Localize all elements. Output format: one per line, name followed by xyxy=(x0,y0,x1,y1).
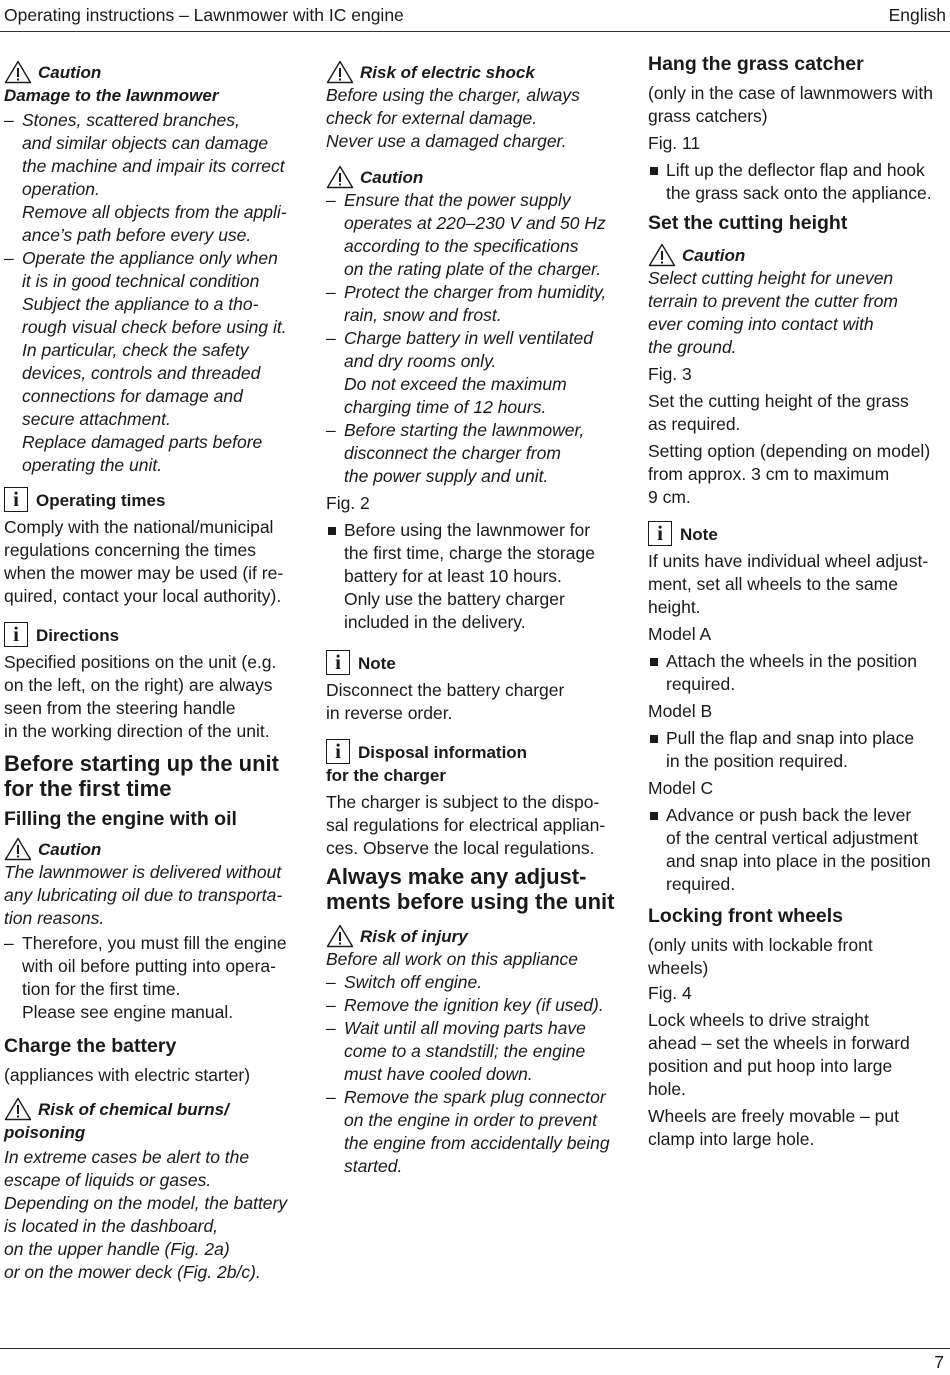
info-icon: i xyxy=(4,622,28,647)
text-line: Remove all objects from the appli- xyxy=(22,202,287,222)
text-line: or on the mower deck (Fig. 2b/c). xyxy=(4,1262,261,1282)
risk-heading-shock xyxy=(326,60,626,84)
text-line: clamp into large hole. xyxy=(648,1129,815,1149)
warning-triangle-icon xyxy=(4,1097,32,1121)
risk-label: Risk of chemical burns/ xyxy=(38,1100,229,1119)
chemical-risk-text xyxy=(4,1146,304,1284)
info-label: Operating times xyxy=(36,491,166,510)
text-line: Before all work on this appliance xyxy=(326,949,578,969)
text-line: required. xyxy=(666,674,736,694)
line: Operate the appliance only when xyxy=(22,248,278,268)
text-line: and dry rooms only. xyxy=(344,351,497,371)
text-line: ment, set all wheels to the same xyxy=(648,574,898,594)
caution-heading xyxy=(4,837,304,861)
section-heading-height: Set the cutting height xyxy=(648,212,848,234)
text-line: devices, controls and threaded xyxy=(22,363,261,383)
height-text xyxy=(648,390,948,436)
text-line: – Charge battery in well ventilated xyxy=(326,327,626,350)
note-text xyxy=(326,679,626,725)
disposal-label-cont: for the charger xyxy=(326,766,446,785)
footer-rule xyxy=(0,1348,950,1349)
language-label: English xyxy=(888,5,946,25)
disposal-text xyxy=(326,791,626,860)
text-line: Please see engine manual. xyxy=(22,1002,234,1022)
section-heading-locking: Locking front wheels xyxy=(648,905,844,927)
text-line: Attach the wheels in the position xyxy=(666,651,917,671)
lock-text xyxy=(648,1009,948,1101)
info-label: Directions xyxy=(36,626,120,645)
text-line: Specified positions on the unit (e.g. xyxy=(4,652,277,672)
risk-label: Risk of injury xyxy=(360,927,468,946)
column-2 xyxy=(326,56,626,1178)
model-label: Model A xyxy=(648,624,712,644)
text-line: and snap into place in the position xyxy=(666,851,931,871)
text-line: the machine and impair its correct xyxy=(22,156,285,176)
info-heading-disposal xyxy=(326,739,626,764)
warning-triangle-icon xyxy=(4,837,32,861)
heading-line: ments before using the unit xyxy=(326,889,615,914)
info-heading-times xyxy=(4,487,304,512)
text-line: according to the specifications xyxy=(344,236,579,256)
text-line: (only units with lockable front xyxy=(648,935,873,955)
text-line: Replace damaged parts before xyxy=(22,432,263,452)
text-line xyxy=(4,247,304,270)
info-heading-note xyxy=(326,650,626,675)
line: Stones, scattered branches, xyxy=(22,110,240,130)
text-line: – Therefore, you must fill the engine xyxy=(4,932,304,955)
text-line: required. xyxy=(666,874,736,894)
warning-triangle-icon xyxy=(326,165,354,189)
text-line: disconnect the charger from xyxy=(344,443,561,463)
text-line: Before using the lawnmower for xyxy=(344,520,591,540)
text-line: Subject the appliance to a tho- xyxy=(22,294,259,314)
text-line: the first time, charge the storage xyxy=(344,543,595,563)
bullet-item xyxy=(648,650,948,696)
text-line: rain, snow and frost. xyxy=(344,305,502,325)
bullet-item xyxy=(648,727,948,773)
page-number: 7 xyxy=(934,1352,944,1372)
caution-label: Caution xyxy=(38,63,102,82)
text-line: on the left, on the right) are always xyxy=(4,675,273,695)
text-line: Never use a damaged charger. xyxy=(326,131,567,151)
text-line: secure attachment. xyxy=(22,409,171,429)
text-line: in reverse order. xyxy=(326,703,453,723)
caution-item-stones-body xyxy=(4,132,304,477)
warning-triangle-icon xyxy=(326,924,354,948)
text-line: charging time of 12 hours. xyxy=(344,397,547,417)
document-title: Operating instructions – Lawnmower with IC engine xyxy=(4,5,404,25)
charge-note: (appliances with electric starter) xyxy=(4,1065,251,1085)
heading-line: for the first time xyxy=(4,776,172,801)
note-label: Note xyxy=(680,525,718,544)
text-line: Wheels are freely movable – put xyxy=(648,1106,899,1126)
text-line: – Ensure that the power supply xyxy=(326,189,626,212)
text-line: and similar objects can damage xyxy=(22,133,269,153)
section-heading-hang: Hang the grass catcher xyxy=(648,53,864,75)
risk-label-cont: poisoning xyxy=(4,1123,86,1142)
text-line: Do not exceed the maximum xyxy=(344,374,567,394)
text-line: check for external damage. xyxy=(326,108,538,128)
text-line: Set the cutting height of the grass xyxy=(648,391,909,411)
hang-note xyxy=(648,82,948,128)
text-line xyxy=(4,109,304,132)
text-line: rough visual check before using it. xyxy=(22,317,287,337)
info-icon: i xyxy=(4,487,28,512)
text-line: battery for at least 10 hours. xyxy=(344,566,562,586)
note-text xyxy=(648,550,948,619)
heading-line: Always make any adjust- xyxy=(326,864,587,889)
text-line: operation. xyxy=(22,179,100,199)
text-line: hole. xyxy=(648,1079,686,1099)
text-line: – Before starting the lawnmower, xyxy=(326,419,626,442)
free-text xyxy=(648,1105,948,1151)
text-line: seen from the steering handle xyxy=(4,698,236,718)
text-line: Lock wheels to drive straight xyxy=(648,1010,869,1030)
figure-ref: Fig. 2 xyxy=(326,493,370,513)
caution-item-stones xyxy=(4,109,304,132)
model-label: Model B xyxy=(648,701,713,721)
text-line: Depending on the model, the battery xyxy=(4,1193,288,1213)
text-line: Lift up the deflector flap and hook xyxy=(666,160,925,180)
text-line: the ground. xyxy=(648,337,737,357)
text-line: included in the delivery. xyxy=(344,612,526,632)
text-line: – Remove the ignition key (if used). xyxy=(326,994,626,1017)
text-line: – Wait until all moving parts have xyxy=(326,1017,626,1040)
caution-label: Caution xyxy=(360,168,424,187)
text-line: on the rating plate of the charger. xyxy=(344,259,602,279)
text-line: the power supply and unit. xyxy=(344,466,549,486)
caution-oil-text xyxy=(4,861,304,930)
text-line: when the mower may be used (if re- xyxy=(4,563,284,583)
text-line: on the engine in order to prevent xyxy=(344,1110,597,1130)
text-line: Pull the flap and snap into place xyxy=(666,728,915,748)
section-heading-adjustments xyxy=(326,864,626,914)
text-line: Select cutting height for uneven xyxy=(648,268,894,288)
directions-text xyxy=(4,651,304,743)
text-line: ces. Observe the local regulations. xyxy=(326,838,595,858)
text-line: wheels) xyxy=(648,958,709,978)
text-line: come to a standstill; the engine xyxy=(344,1041,586,1061)
text-line: – Protect the charger from humidity, xyxy=(326,281,626,304)
operating-times-text xyxy=(4,516,304,608)
risk-heading-injury xyxy=(326,924,626,948)
bullet-item xyxy=(648,159,948,205)
text-line: – Remove the spark plug connector xyxy=(326,1086,626,1109)
text-line: operates at 220–230 V and 50 Hz xyxy=(344,213,606,233)
bullet-item xyxy=(326,519,626,634)
text-line: ance’s path before every use. xyxy=(22,225,252,245)
caution-subtitle: Damage to the lawnmower xyxy=(4,86,219,105)
text-line: In extreme cases be alert to the xyxy=(4,1147,250,1167)
text-line: – Switch off engine. xyxy=(326,971,626,994)
caution-heading xyxy=(648,243,948,267)
text-line: escape of liquids or gases. xyxy=(4,1170,212,1190)
info-icon: i xyxy=(648,521,672,546)
text-line: terrain to prevent the cutter from xyxy=(648,291,898,311)
text-line: the engine from accidentally being xyxy=(344,1133,610,1153)
caution-heading xyxy=(4,60,304,84)
text-line: with oil before putting into opera- xyxy=(22,956,276,976)
caution-label: Caution xyxy=(682,246,746,265)
text-line: Before using the charger, always xyxy=(326,85,580,105)
column-1 xyxy=(4,56,304,1284)
caution-label: Caution xyxy=(38,840,102,859)
shock-text xyxy=(326,84,626,153)
model-label: Model C xyxy=(648,778,714,798)
text-line: in the working direction of the unit. xyxy=(4,721,270,741)
text-line: The charger is subject to the dispo- xyxy=(326,792,600,812)
oil-instructions xyxy=(4,932,304,1024)
text-line: it is in good technical condition xyxy=(22,271,260,291)
page-header xyxy=(0,0,950,31)
section-heading-before-start xyxy=(4,751,304,801)
text-line: 9 cm. xyxy=(648,487,691,507)
info-heading-directions xyxy=(4,622,304,647)
height-range-text xyxy=(648,440,948,509)
text-line: Advance or push back the lever xyxy=(666,805,912,825)
text-line: is located in the dashboard, xyxy=(4,1216,219,1236)
text-line: If units have individual wheel adjust- xyxy=(648,551,929,571)
text-line: The lawnmower is delivered without xyxy=(4,862,282,882)
bullet-item xyxy=(648,804,948,896)
text-line: the grass sack onto the appliance. xyxy=(666,183,932,203)
text-line: sal regulations for electrical applian- xyxy=(326,815,606,835)
disposal-label: Disposal information xyxy=(358,743,528,762)
warning-triangle-icon xyxy=(4,60,32,84)
charger-caution-list xyxy=(326,189,626,488)
text-line: on the upper handle (Fig. 2a) xyxy=(4,1239,230,1259)
text-line: must have cooled down. xyxy=(344,1064,533,1084)
warning-triangle-icon xyxy=(648,243,676,267)
text-line: Setting option (depending on model) xyxy=(648,441,931,461)
warning-triangle-icon xyxy=(326,60,354,84)
text-line: of the central vertical adjustment xyxy=(666,828,918,848)
text-line: any lubricating oil due to transporta- xyxy=(4,885,283,905)
text-line: quired, contact your local authority). xyxy=(4,586,282,606)
text-line: position and put hoop into large xyxy=(648,1056,893,1076)
text-line: grass catchers) xyxy=(648,106,768,126)
heading-line: Before starting up the unit xyxy=(4,751,279,776)
text-line: ahead – set the wheels in forward xyxy=(648,1033,910,1053)
caution-heading xyxy=(326,165,626,189)
text-line: started. xyxy=(344,1156,403,1176)
text-line: in the position required. xyxy=(666,751,848,771)
risk-label: Risk of electric shock xyxy=(360,63,535,82)
text-line: ever coming into contact with xyxy=(648,314,874,334)
text-line: Comply with the national/municipal xyxy=(4,517,274,537)
figure-ref: Fig. 3 xyxy=(648,364,692,384)
figure-ref: Fig. 11 xyxy=(648,133,701,153)
text-line: In particular, check the safety xyxy=(22,340,249,360)
text-line: as required. xyxy=(648,414,741,434)
figure-ref: Fig. 4 xyxy=(648,983,692,1003)
text-line: operating the unit. xyxy=(22,455,163,475)
info-icon: i xyxy=(326,739,350,764)
injury-list xyxy=(326,948,626,1178)
section-heading-oil: Filling the engine with oil xyxy=(4,808,237,830)
note-label: Note xyxy=(358,654,396,673)
section-heading-charge: Charge the battery xyxy=(4,1035,177,1057)
text-line: (only in the case of lawnmowers with xyxy=(648,83,933,103)
text-line: tion for the first time. xyxy=(22,979,181,999)
column-3 xyxy=(648,53,948,1151)
text-line: from approx. 3 cm to maximum xyxy=(648,464,890,484)
header-rule xyxy=(0,31,950,32)
height-caution-text xyxy=(648,267,948,359)
risk-heading-chemical xyxy=(4,1097,304,1121)
text-line: height. xyxy=(648,597,701,617)
text-line: connections for damage and xyxy=(22,386,243,406)
text-line: Only use the battery charger xyxy=(344,589,565,609)
text-line: tion reasons. xyxy=(4,908,105,928)
info-icon: i xyxy=(326,650,350,675)
text-line: Disconnect the battery charger xyxy=(326,680,565,700)
info-heading-note xyxy=(648,521,948,546)
text-line: regulations concerning the times xyxy=(4,540,256,560)
locking-note xyxy=(648,934,948,980)
